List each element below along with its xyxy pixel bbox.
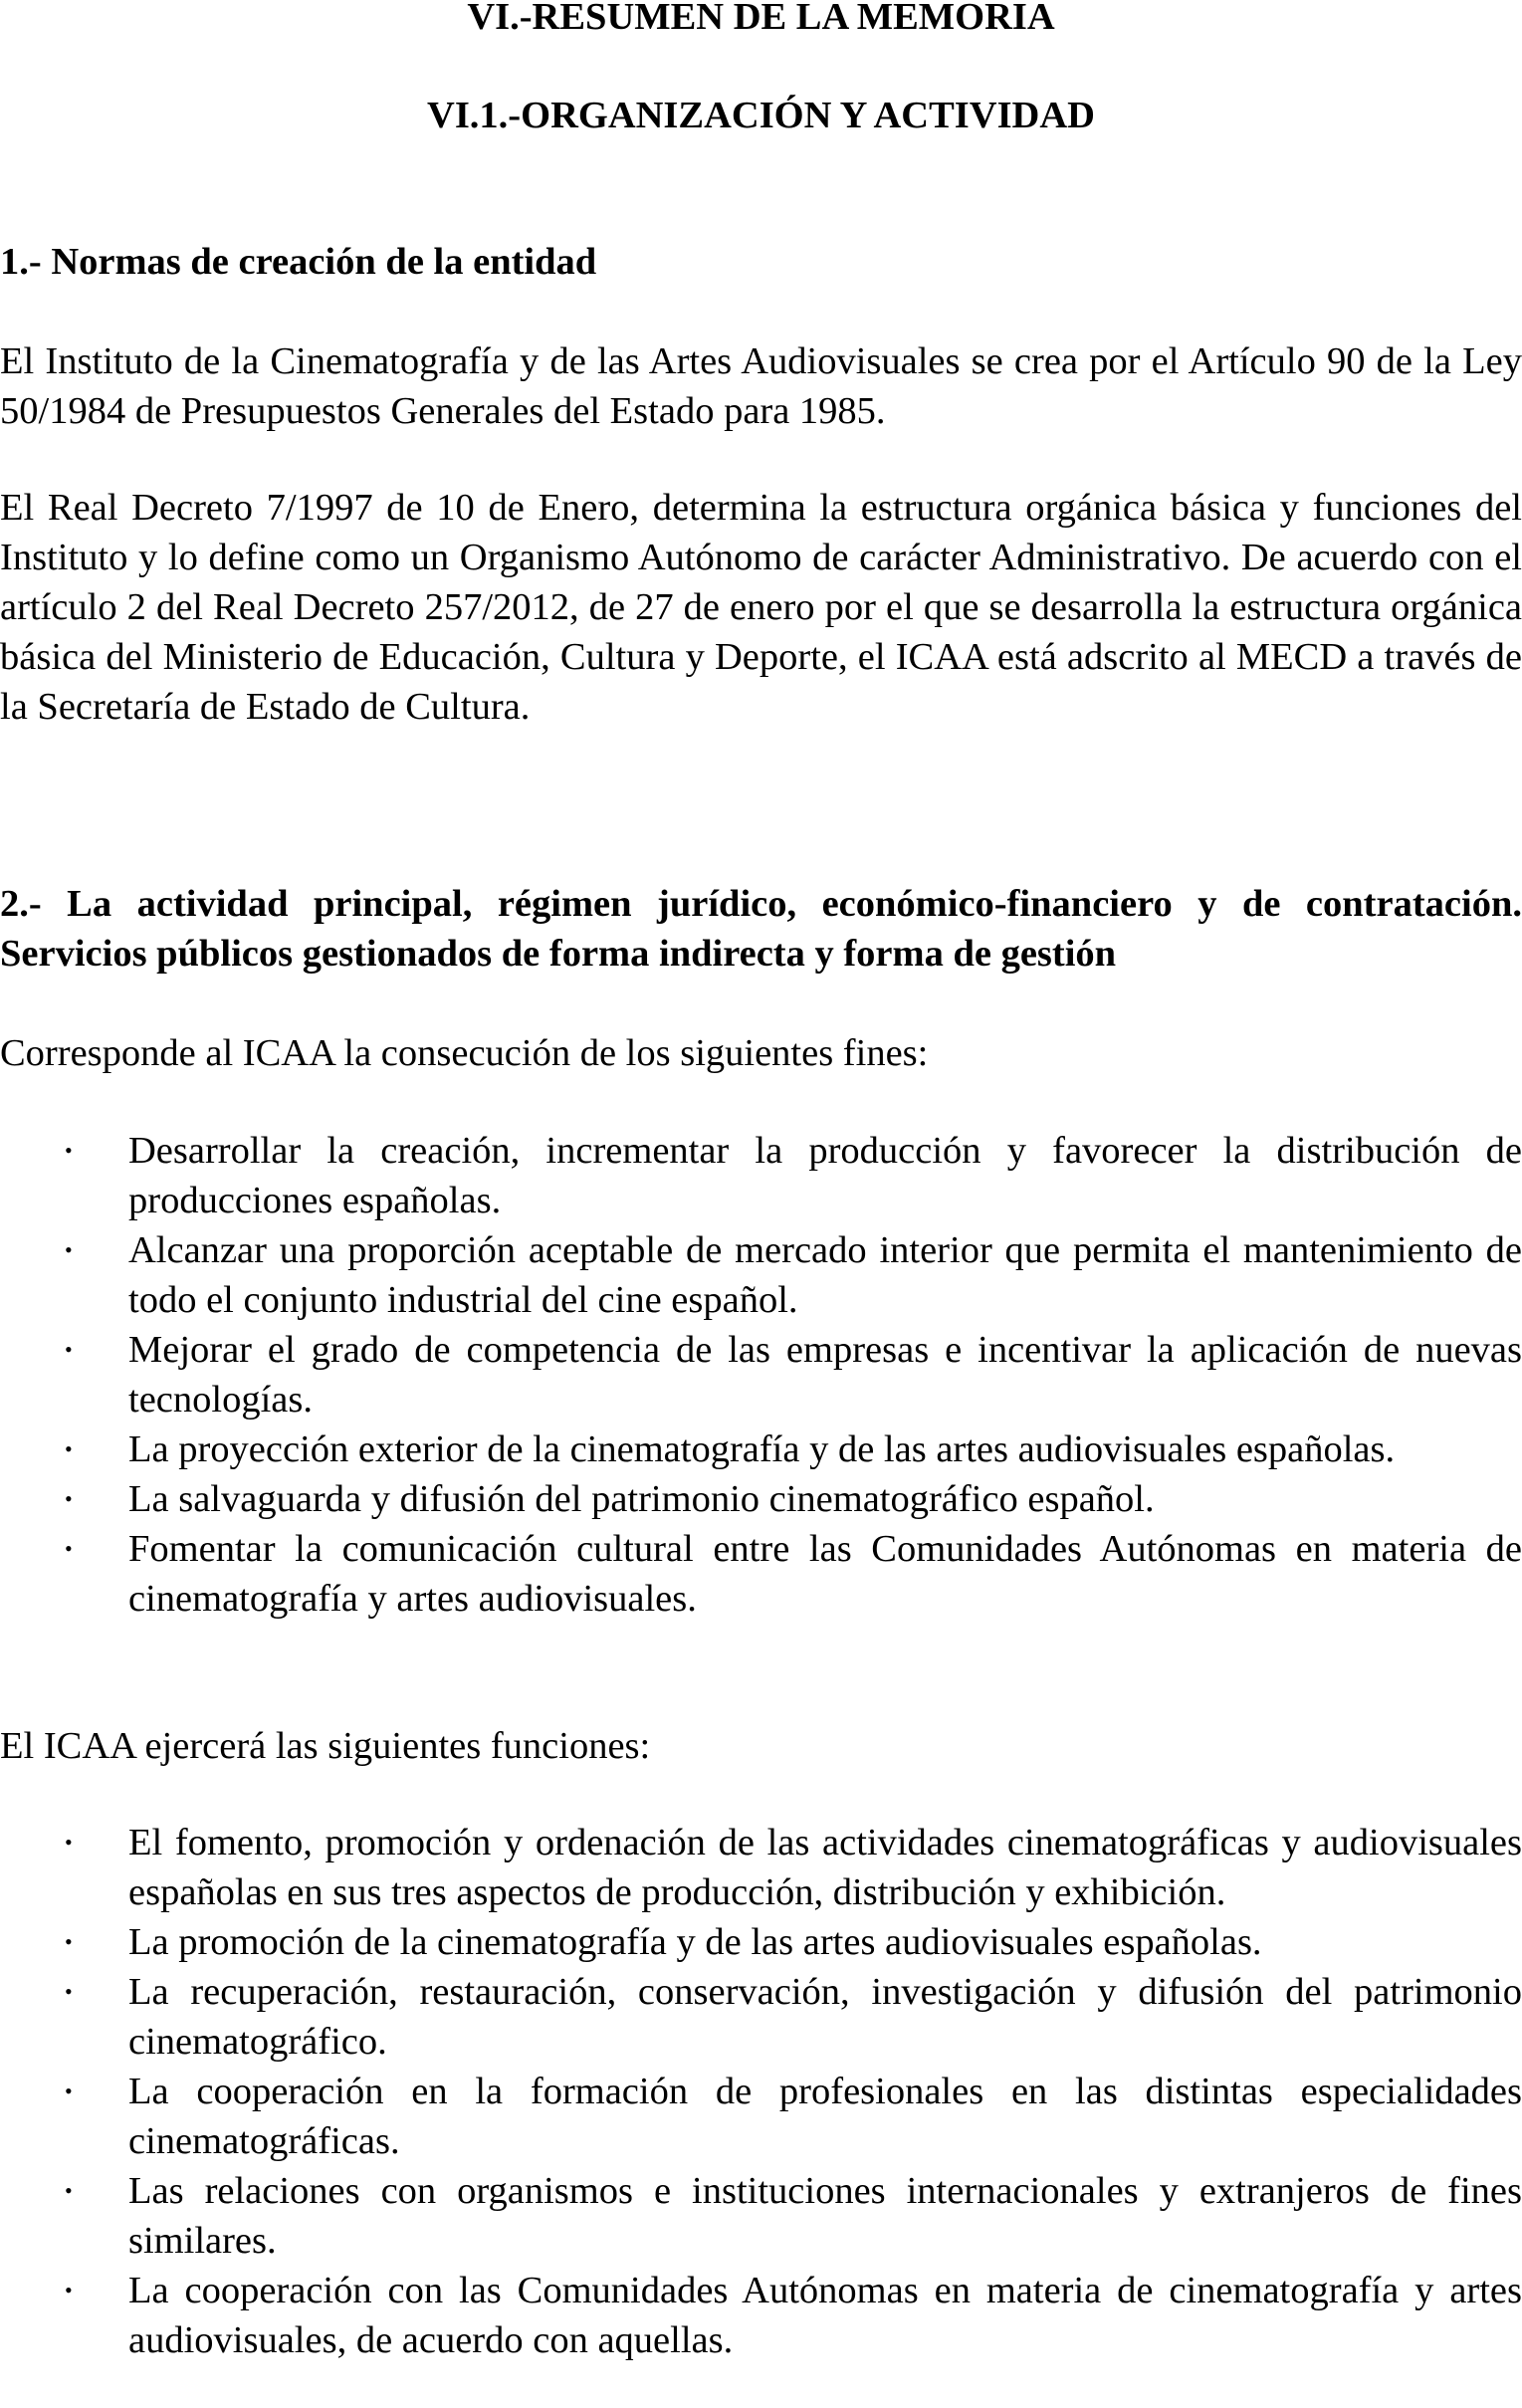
- bullet-icon: •: [65, 1337, 73, 1362]
- list-item-text: El fomento, promoción y ordenación de las actividades cinematográficas y audiovisuales españolas en sus tres aspectos de producción, distribución y exhibición.: [128, 1822, 1522, 1913]
- list-item-text: La salvaguarda y difusión del patrimonio cinematográfico español.: [128, 1478, 1155, 1520]
- list-item-text: Las relaciones con organismos e instituciones internacionales y extranjeros de fines similares.: [128, 2170, 1522, 2262]
- bullet-icon: •: [65, 2178, 73, 2203]
- list-item-text: La recuperación, restauración, conservación, investigación y difusión del patrimonio cinematográfico.: [128, 1971, 1522, 2063]
- bullet-icon: •: [65, 1486, 73, 1511]
- bullet-icon: •: [65, 2079, 73, 2103]
- bullet-icon: •: [65, 1979, 73, 2004]
- list-item: [0, 1474, 1522, 1524]
- list-item-text: Mejorar el grado de competencia de las empresas e incentivar la aplicación de nuevas tecnologías.: [128, 1329, 1522, 1421]
- funciones-intro: El ICAA ejercerá las siguientes funciones:: [0, 1725, 651, 1767]
- funciones-list: [0, 1818, 1522, 2365]
- section-1-paragraph-1: El Instituto de la Cinematografía y de las Artes Audiovisuales se crea por el Artículo 90 de la Ley 50/1984 de Presupuestos Generales del Estado para 1985.: [0, 340, 1522, 432]
- list-item-text: La promoción de la cinematografía y de las artes audiovisuales españolas.: [128, 1921, 1262, 1963]
- list-item-text: Fomentar la comunicación cultural entre las Comunidades Autónomas en materia de cinematografía y artes audiovisuales.: [128, 1528, 1522, 1620]
- list-item: [0, 1424, 1522, 1474]
- fines-intro: Corresponde al ICAA la consecución de los siguientes fines:: [0, 1032, 929, 1074]
- fines-list: [0, 1126, 1522, 1624]
- bullet-icon: •: [65, 1237, 73, 1262]
- list-item: [0, 1818, 1522, 1917]
- bullet-icon: •: [65, 1536, 73, 1561]
- list-item: [0, 1967, 1522, 2067]
- list-item-text: Desarrollar la creación, incrementar la producción y favorecer la distribución de producciones españolas.: [128, 1130, 1522, 1221]
- list-item: [0, 2067, 1522, 2166]
- list-item: [0, 2166, 1522, 2266]
- list-item: [0, 1524, 1522, 1624]
- list-item: [0, 1225, 1522, 1325]
- list-item-text: Alcanzar una proporción aceptable de mercado interior que permita el mantenimiento de todo el conjunto industrial del cine español.: [128, 1229, 1522, 1321]
- section-2-heading: 2.- La actividad principal, régimen jurídico, económico-financiero y de contratación. Servicios públicos gestionados de forma indirecta y forma de gestión: [0, 883, 1522, 975]
- list-item-text: La proyección exterior de la cinematografía y de las artes audiovisuales españolas.: [128, 1428, 1396, 1470]
- bullet-icon: •: [65, 1436, 73, 1461]
- bullet-icon: •: [65, 1138, 73, 1163]
- bullet-icon: •: [65, 1830, 73, 1855]
- list-item: [0, 2266, 1522, 2365]
- section-1-paragraph-2: El Real Decreto 7/1997 de 10 de Enero, determina la estructura orgánica básica y funciones del Instituto y lo define como un Organismo Autónomo de carácter Administrativo. De acuerdo con el artículo 2 del Real Decreto 257/2012, de 27 de enero por el que se desarrolla la estructura orgánica básica del Ministerio de Educación, Cultura y Deporte, el ICAA está adscrito al MECD a través de la Secretaría de Estado de Cultura.: [0, 487, 1522, 728]
- list-item: [0, 1917, 1522, 1967]
- document-title: VI.-RESUMEN DE LA MEMORIA: [467, 0, 1055, 38]
- list-item-text: La cooperación en la formación de profesionales en las distintas especialidades cinematográficas.: [128, 2071, 1522, 2162]
- section-1-heading: 1.- Normas de creación de la entidad: [0, 241, 597, 283]
- bullet-icon: •: [65, 1929, 73, 1954]
- document-subtitle: VI.1.-ORGANIZACIÓN Y ACTIVIDAD: [427, 95, 1095, 136]
- list-item: [0, 1325, 1522, 1424]
- list-item-text: La cooperación con las Comunidades Autónomas en materia de cinematografía y artes audiovisuales, de acuerdo con aquellas.: [128, 2270, 1522, 2361]
- bullet-icon: •: [65, 2278, 73, 2302]
- list-item: [0, 1126, 1522, 1225]
